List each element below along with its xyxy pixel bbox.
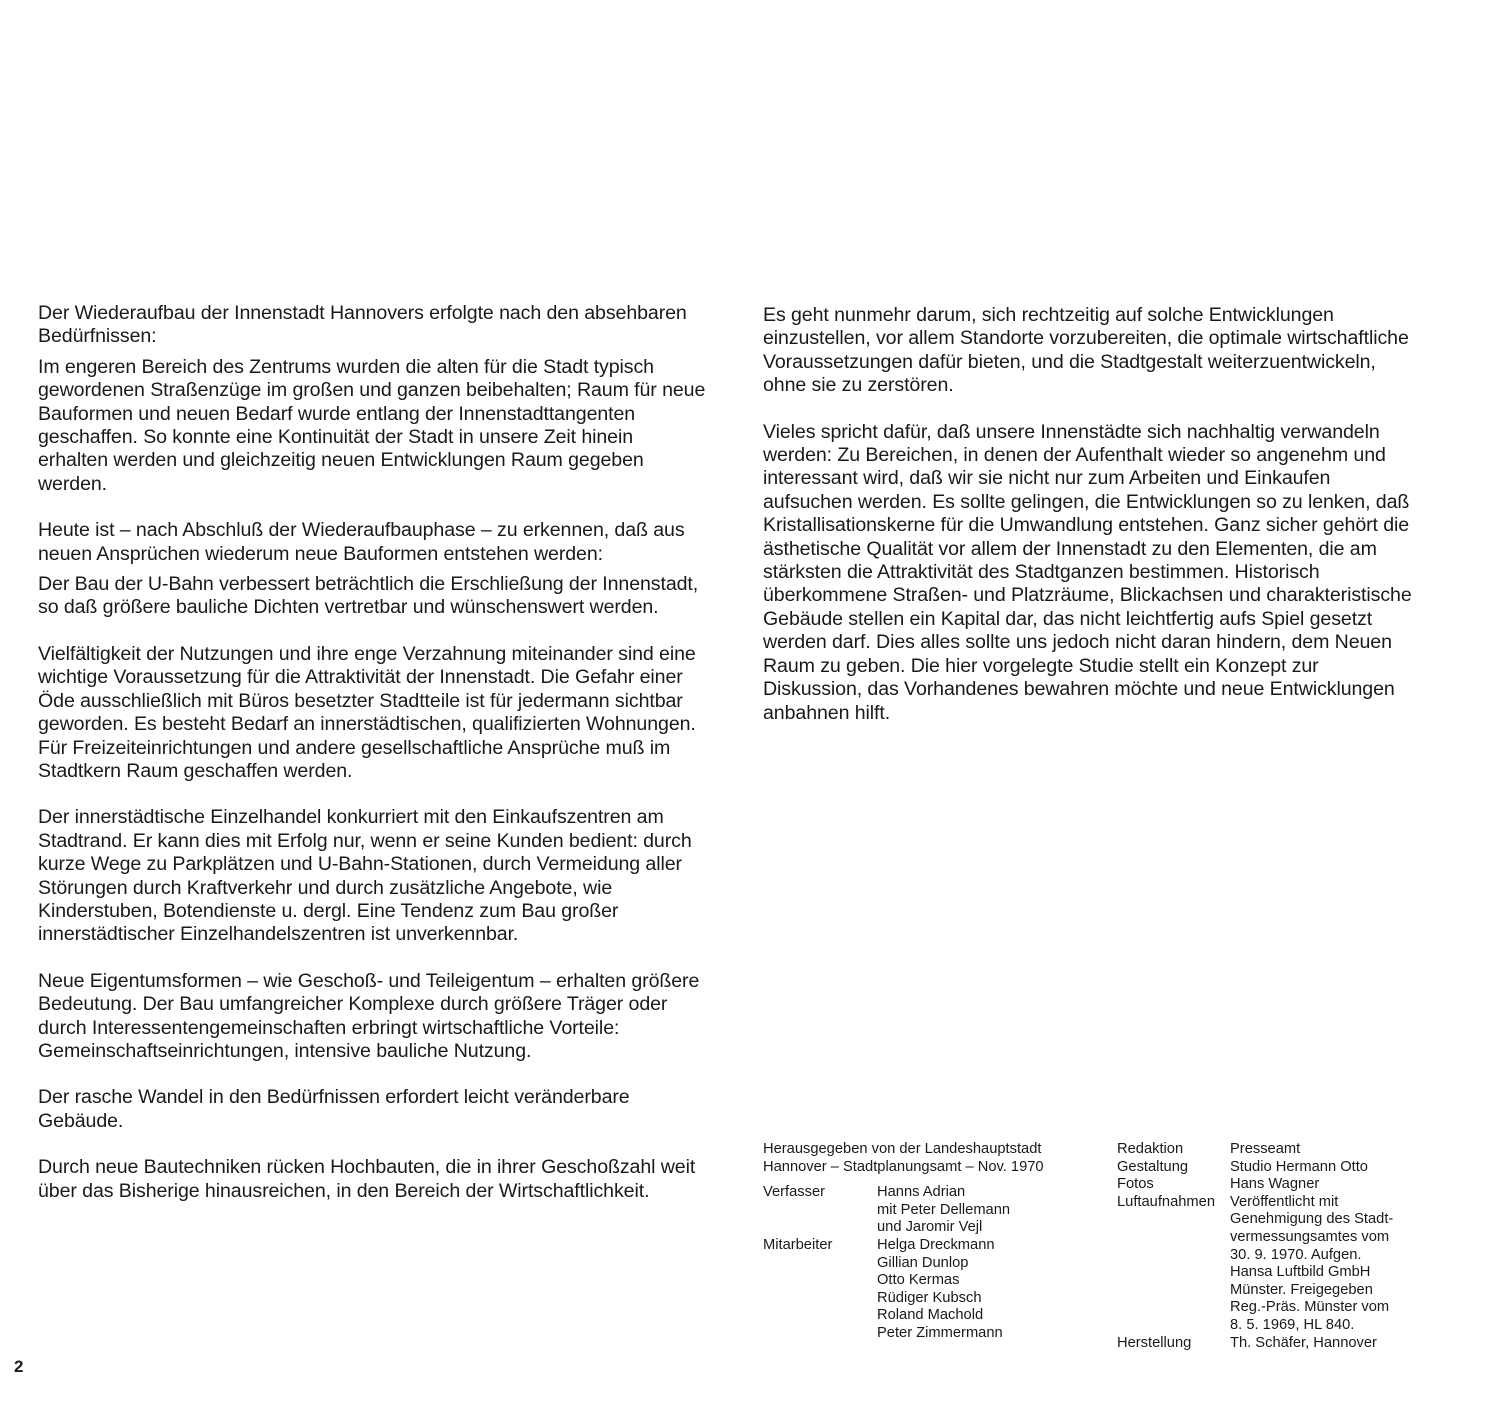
fotos-label: Fotos bbox=[1117, 1176, 1154, 1193]
paragraph: Durch neue Bautechniken rücken Hochbauten, die in ihrer Geschoßzahl weit über das Bisherige hinausreichen, in den Bereich der Wirtschaftlichkeit. bbox=[38, 1156, 696, 1202]
imprint-credits-left bbox=[763, 1141, 1108, 1343]
credit-line: Veröffentlicht mit bbox=[1230, 1193, 1339, 1210]
imprint-credits-right bbox=[1117, 1141, 1447, 1352]
name-line: Hanns Adrian bbox=[877, 1184, 966, 1201]
name-line: Rüdiger Kubsch bbox=[877, 1289, 982, 1306]
mitarbeiter-label: Mitarbeiter bbox=[763, 1236, 833, 1253]
left-text-column bbox=[38, 302, 706, 1203]
fotos-row bbox=[1117, 1176, 1447, 1194]
verfasser-row bbox=[763, 1184, 1108, 1237]
credit-line: Hansa Luftbild GmbH bbox=[1230, 1264, 1371, 1281]
publisher-statement bbox=[763, 1141, 1108, 1176]
name-line: Roland Machold bbox=[877, 1307, 984, 1324]
fotos-value: Hans Wagner bbox=[1230, 1176, 1320, 1193]
redaktion-row bbox=[1117, 1141, 1447, 1159]
paragraph: Neue Eigentumsformen – wie Geschoß- und Teileigentum – erhalten größere Bedeutung. Der Bau umfangreicher Komplexe durch größere Träger oder durch Interessentengemeinschaften erbringt wirtschaftliche Vorteile: Gemeinschaftseinrichtungen, intensive bauliche Nutzung. bbox=[38, 969, 700, 1062]
verfasser-label: Verfasser bbox=[763, 1184, 826, 1201]
paragraph: Heute ist – nach Abschluß der Wiederaufbauphase – zu erkennen, daß aus neuen Ansprüchen wiederum neue Bauformen entstehen werden: bbox=[38, 519, 685, 565]
herstellung-row bbox=[1117, 1335, 1447, 1353]
credit-line: 30. 9. 1970. Aufgen. bbox=[1230, 1246, 1362, 1263]
herstellung-label: Herstellung bbox=[1117, 1334, 1192, 1351]
luftaufnahmen-value bbox=[1230, 1194, 1447, 1335]
luftaufnahmen-row bbox=[1117, 1194, 1447, 1335]
credit-line: Münster. Freigegeben bbox=[1230, 1281, 1373, 1298]
redaktion-value: Presseamt bbox=[1230, 1141, 1301, 1157]
paragraph: Der innerstädtische Einzelhandel konkurriert mit den Einkaufszentren am Stadtrand. Er kann dies mit Erfolg nur, wenn er seine Kunden bedient: durch kurze Wege zu Parkplätzen und U-Bahn-Stationen, durch Vermeidung aller Störungen durch Kraftverkehr und durch zusätzliche Angebote, wie Kinderstuben, Botendienste u. dergl. Eine Tendenz zum Bau großer innerstädtischer Einzelhandelszentren ist unverkennbar. bbox=[38, 806, 692, 946]
gestaltung-value: Studio Hermann Otto bbox=[1230, 1158, 1368, 1175]
luftaufnahmen-label: Luftaufnahmen bbox=[1117, 1193, 1215, 1210]
mitarbeiter-row bbox=[763, 1237, 1108, 1343]
paragraph: Der Wiederaufbau der Innenstadt Hannovers erfolgte nach den absehbaren Bedürfnissen: bbox=[38, 302, 687, 348]
paragraph: Der rasche Wandel in den Bedürfnissen erfordert leicht veränderbare Gebäude. bbox=[38, 1086, 630, 1132]
paragraph: Vieles spricht dafür, daß unsere Innenstädte sich nachhaltig verwandeln werden: Zu Bereichen, in denen der Aufenthalt wieder so angenehm und interessant wird, daß wir sie nicht nur zum Arbeiten und Einkaufen aufsuchen werden. Es sollte gelingen, die Entwicklungen so zu lenken, daß Kristallisationskerne für die Umwandlung entstehen. Ganz sicher gehört die ästhetische Qualität vor allem der Innenstadt zu den Elementen, die am stärksten die Attraktivität des Stadtganzen bestimmen. Historisch überkommene Straßen- und Platzräume, Blickachsen und charakteristische Gebäude stellen ein Kapital dar, das nicht leichtfertig aufs Spiel gesetzt werden darf. Dies alles sollte uns jedoch nicht daran hindern, dem Neuen Raum zu geben. Die hier vorgelegte Studie stellt ein Konzept zur Diskussion, das Vorhandenes bewahren möchte und neue Entwicklungen anbahnen hilft. bbox=[763, 420, 1412, 724]
credit-line: 8. 5. 1969, HL 840. bbox=[1230, 1316, 1355, 1333]
name-line: Gillian Dunlop bbox=[877, 1254, 969, 1271]
name-line: Peter Zimmermann bbox=[877, 1324, 1003, 1341]
credit-line: vermessungsamtes vom bbox=[1230, 1228, 1390, 1245]
redaktion-label: Redaktion bbox=[1117, 1141, 1184, 1157]
paragraph: Vielfältigkeit der Nutzungen und ihre enge Verzahnung miteinander sind eine wichtige Voraussetzung für die Attraktivität der Innenstadt. Die Gefahr einer Öde ausschließlich mit Büros besetzter Stadtteile ist für jedermann sichtbar geworden. Es besteht Bedarf an innerstädtischen, qualifizierten Wohnungen. Für Freizeiteinrichtungen und andere gesellschaftliche Ansprüche muß im Stadtkern Raum geschaffen werden. bbox=[38, 642, 696, 782]
mitarbeiter-names bbox=[877, 1237, 1108, 1343]
name-line: Otto Kermas bbox=[877, 1272, 960, 1289]
name-line: Helga Dreckmann bbox=[877, 1236, 995, 1253]
paragraph: Der Bau der U-Bahn verbessert beträchtlich die Erschließung der Innenstadt, so daß größere bauliche Dichten vertretbar und wünschenswert werden. bbox=[38, 573, 699, 619]
gestaltung-row bbox=[1117, 1159, 1447, 1177]
publisher-line: Herausgegeben von der Landeshauptstadt bbox=[763, 1141, 1042, 1157]
publisher-line: Hannover – Stadtplanungsamt – Nov. 1970 bbox=[763, 1158, 1044, 1175]
credit-line: Reg.-Präs. Münster vom bbox=[1230, 1299, 1390, 1316]
page-number: 2 bbox=[14, 1357, 24, 1376]
verfasser-names bbox=[877, 1184, 1108, 1237]
herstellung-value: Th. Schäfer, Hannover bbox=[1230, 1334, 1377, 1351]
credit-line: Genehmigung des Stadt- bbox=[1230, 1211, 1394, 1228]
right-text-column bbox=[763, 304, 1413, 725]
gestaltung-label: Gestaltung bbox=[1117, 1158, 1189, 1175]
name-line: und Jaromir Vejl bbox=[877, 1219, 983, 1236]
name-line: mit Peter Dellemann bbox=[877, 1201, 1011, 1218]
paragraph: Im engeren Bereich des Zentrums wurden die alten für die Stadt typisch gewordenen Straßenzüge im großen und ganzen beibehalten; Raum für neue Bauformen und neuen Bedarf wurde entlang der Innenstadttangenten geschaffen. So konnte eine Kontinuität der Stadt in unsere Zeit hinein erhalten werden und gleichzeitig neuen Entwicklungen Raum gegeben werden. bbox=[38, 355, 706, 495]
paragraph: Es geht nunmehr darum, sich rechtzeitig auf solche Entwicklungen einzustellen, vor allem Standorte vorzubereiten, die optimale wirtschaftliche Voraussetzungen dafür bieten, und die Stadtgestalt weiterzuentwickeln, ohne sie zu zerstören. bbox=[763, 304, 1409, 397]
